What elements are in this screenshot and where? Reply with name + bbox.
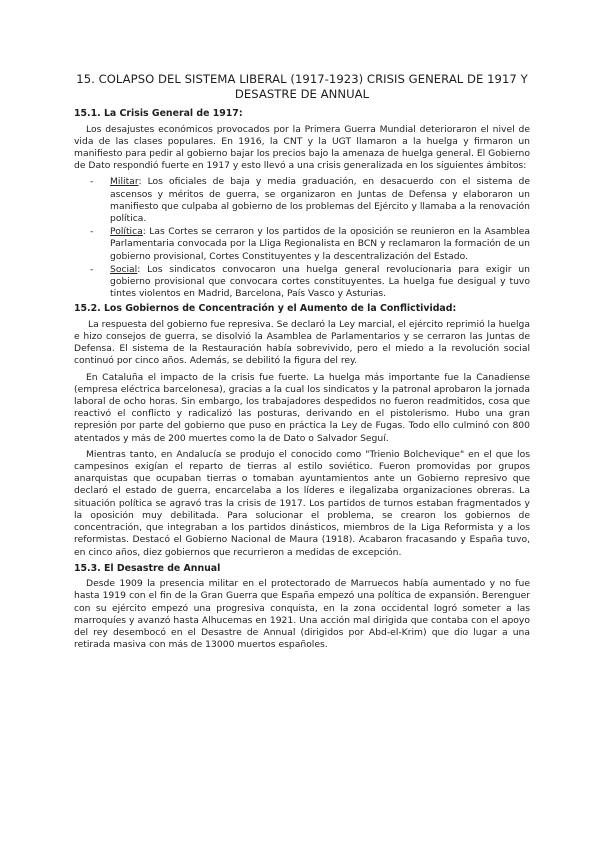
paragraph: Mientras tanto, en Andalucía se produjo el conocido como "Trienio Bolchevique" en el que los campesinos exigían el reparto de tierras al estilo soviético. Fueron promovidas por grupos anarquistas que ocupaban tierras o tomaban ayuntamientos ante un Gobierno represivo que declaró el estado de guerra, encarcelaba a los líderes e ilegalizaba organizaciones obreras. La situación política se agravó tras la crisis de 1917. Los partidos de turnos estaban fragmentados y la oposición muy debilitada. Para solucionar el problema, se crearon los gobiernos de concentración, que integraban a los partidos dinásticos, miembros de la Liga Reformista y a los reformistas. Destacó el Gobierno Nacional de Maura (1918). Acabaron fracasando y España tuvo, en cinco años, diez gobiernos que recurrieron a medidas de excepción. bbox=[74, 448, 530, 558]
paragraph: Los desajustes económicos provocados por la Primera Guerra Mundial deterioraron el nivel de vida de las clases populares. En 1916, la CNT y la UGT llamaron a la huelga y firmaron un manifiesto para pedir al gobierno bajar los precios bajo la amenaza de huelga general. El Gobierno de Dato respondió fuerte en 1917 y esto llevó a una crisis generalizada en los siguientes ámbitos: bbox=[74, 123, 530, 172]
section-heading: 15.1. La Crisis General de 1917: bbox=[74, 108, 243, 119]
bullet-text: : Las Cortes se cerraron y los partidos de la oposición se reunieron en la Asamblea Parlamentaria convocada por la Lliga Regionalista en BCN y reclamaron la formación de un gobierno provisional, Cortes Constituyentes y la descentralización del Estado. bbox=[110, 226, 530, 262]
section-heading: 15.2. Los Gobiernos de Concentración y el Aumento de la Conflictividad: bbox=[74, 303, 457, 315]
bullet-list bbox=[74, 176, 530, 300]
section-15-3 bbox=[74, 563, 530, 652]
bullet-dash: - bbox=[90, 176, 94, 188]
section-heading: 15.3. El Desastre de Annual bbox=[74, 562, 221, 574]
bullet-term: Militar bbox=[110, 176, 139, 188]
bullet-text: : Los oficiales de baja y media graduación, en desacuerdo con el sistema de ascensos y méritos de guerra, se organizaron en Juntas de Defensa y elaboraron un manifiesto que culpaba al gobierno de los problemas del Ejército y llamaba a la renovación política. bbox=[110, 176, 530, 224]
bullet-dash: - bbox=[90, 226, 94, 238]
bullet-term: Social bbox=[110, 263, 138, 275]
bullet-term: Política bbox=[110, 226, 143, 238]
bullet-social bbox=[90, 264, 530, 301]
paragraph: Desde 1909 la presencia militar en el protectorado de Marruecos había aumentado y no fue hasta 1919 con el fin de la Gran Guerra que España empezó una política de expansión. Berenguer con su ejército empezó una progresiva conquista, en la zona occidental logró someter a las marroquíes y avanzó hasta Alhucemas en 1921. Una acción mal dirigida que contaba con el apoyo del rey desembocó en el Desastre de Annual (dirigidos por Abd-el-Krim) que dio lugar a una retirada masiva con más de 13000 muertos españoles. bbox=[74, 578, 530, 651]
bullet-text: : Los sindicatos convocaron una huelga general revolucionaria para exigir un gobierno provisional que convocara cortes constituyentes. La huelga fue desigual y tuvo tintes violentos en Madrid, Barcelona, País Vasco y Asturias. bbox=[110, 263, 530, 300]
bullet-militar bbox=[90, 176, 530, 225]
bullet-dash: - bbox=[90, 263, 94, 275]
section-15-2 bbox=[74, 303, 530, 558]
document-title: 15. COLAPSO DEL SISTEMA LIBERAL (1917-1923) CRISIS GENERAL DE 1917 Y DESASTRE DE ANNUAL bbox=[76, 72, 528, 101]
paragraph: En Cataluña el impacto de la crisis fue fuerte. La huelga más importante fue la Canadiense (empresa eléctrica barcelonesa), gracias a la cual los sindicatos y la patronal aprobaron la jornada laboral de ocho horas. Sin embargo, los trabajadores despedidos no fueron readmitidos, cosa que reactivó el conflicto y radicalizó las posturas, derivando en el pistolerismo. Hubo una gran represión por parte del gobierno que puso en práctica la Ley de Fugas. Todo ello culminó con 800 atentados y más de 200 muertes como la de Dato o Salvador Seguí. bbox=[74, 371, 530, 444]
section-15-1 bbox=[74, 108, 530, 300]
paragraph: La respuesta del gobierno fue represiva. Se declaró la Ley marcial, el ejército reprimió la huelga e hizo consejos de guerra, se disolvió la Asamblea de Parlamentarios y se cerraron las Juntas de Defensa. El sistema de la Restauración había sobrevivido, pero el miedo a la revolución social continuó por cinco años. Además, se debilitó la figura del rey. bbox=[74, 318, 530, 367]
bullet-politica bbox=[90, 226, 530, 263]
